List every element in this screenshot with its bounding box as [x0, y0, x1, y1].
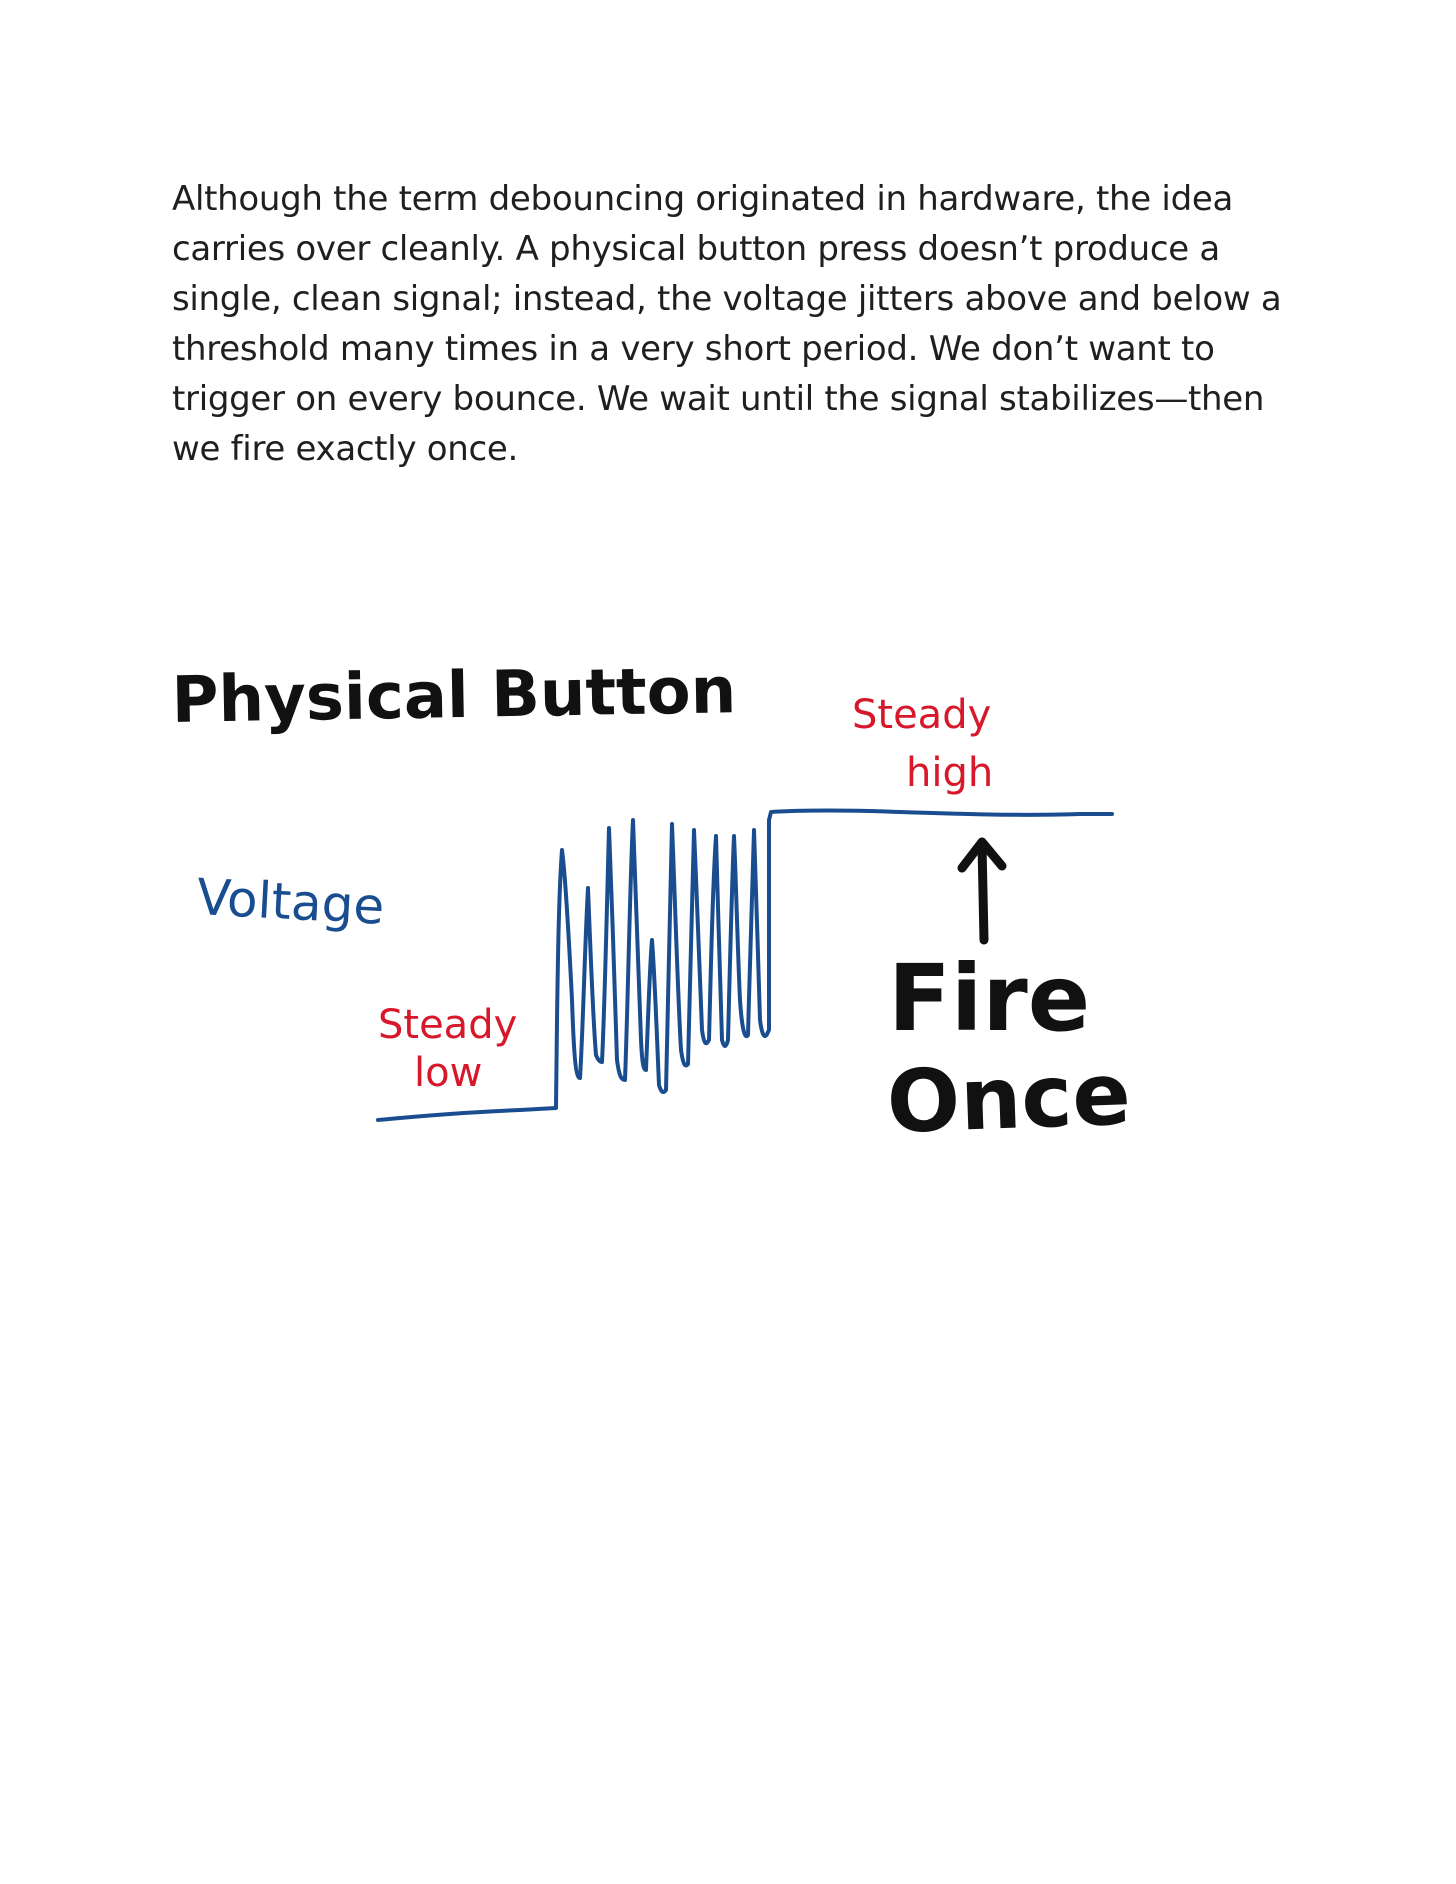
fire-once-label-line2: Once [885, 1044, 1133, 1153]
diagram-title: Physical Button [170, 654, 737, 738]
body-paragraph: Although the term debouncing originated in hardware, the idea carries over cleanly. A physical button press doesn’t produce a single, clean signal; instead, the voltage jitters above and below a threshold many times in a very short period. We don’t want to trigger on every bounce. We wait until the signal stabilizes—then we fire exactly once. [172, 179, 1282, 469]
steady-high-label-line2: high [906, 750, 994, 796]
steady-high-label-line1: Steady [852, 692, 992, 738]
voltage-label: Voltage [195, 868, 386, 936]
up-arrow-icon [962, 842, 1002, 940]
fire-once-label-line1: Fire [888, 945, 1091, 1052]
steady-low-label-line1: Steady [378, 1002, 518, 1048]
steady-low-label-line2: low [414, 1050, 483, 1096]
